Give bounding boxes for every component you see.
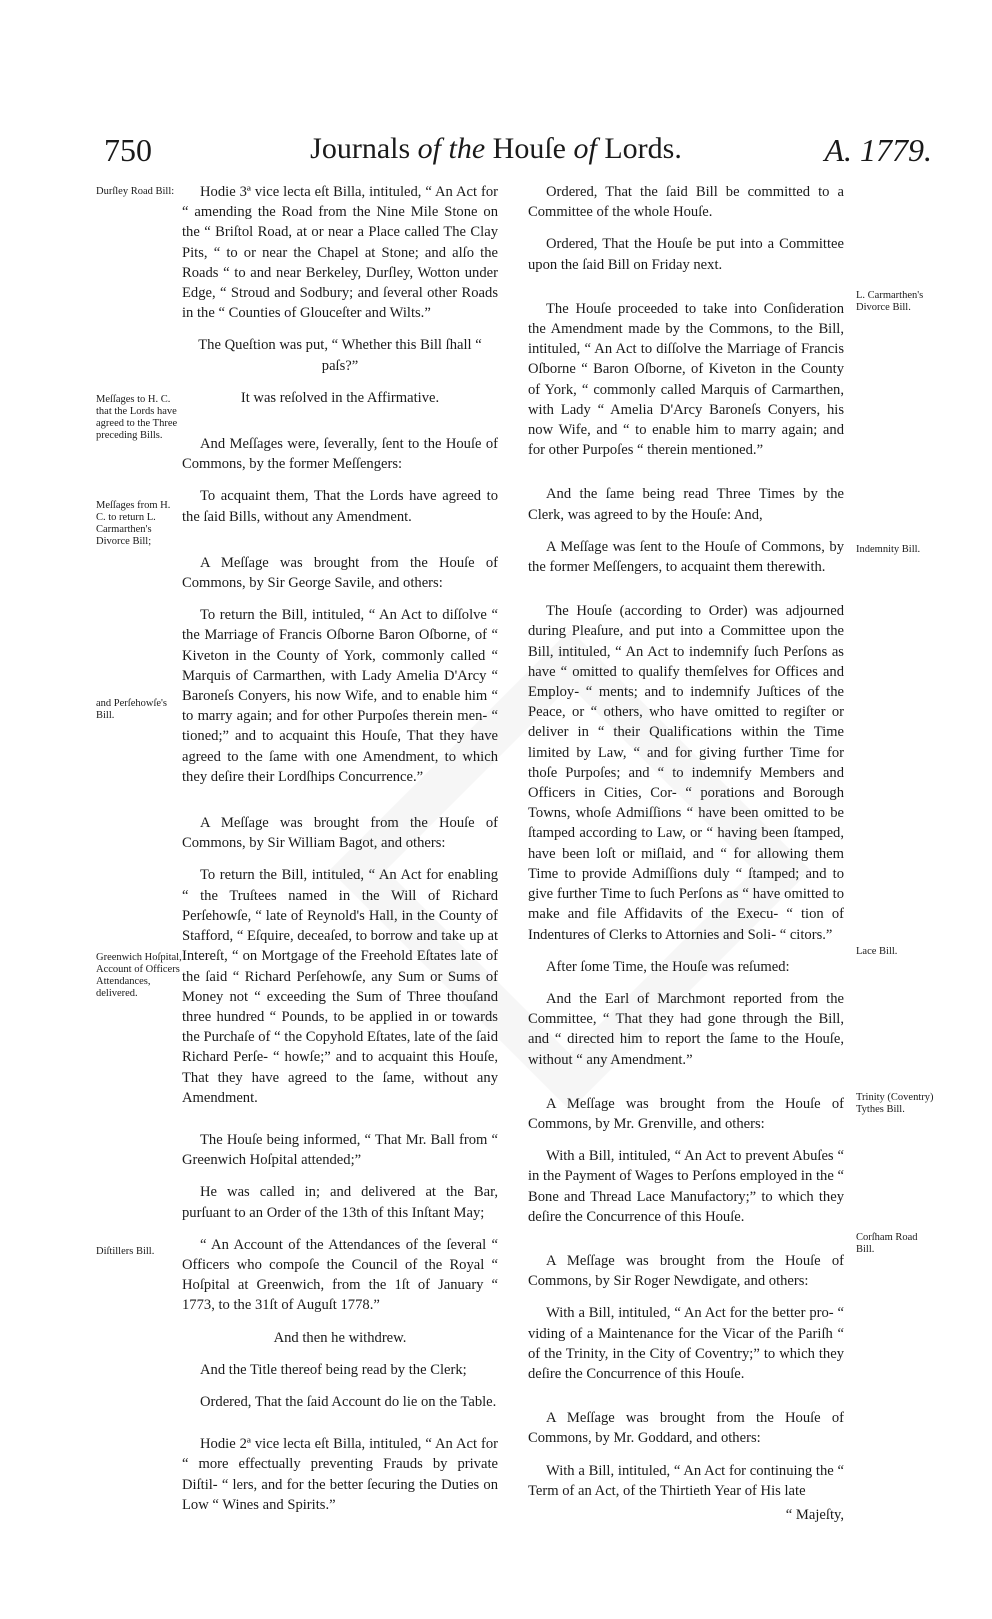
paragraph: With a Bill, intituled, “ An Act to prevent Abuſes “ in the Payment of Wages to Perſons employed in the “ Bone and Thread Lace Manufactory;” to which they deſire the Concurrence of this Houſe. — [528, 1148, 844, 1225]
right-column — [528, 182, 844, 1537]
paragraph: The Houſe (according to Order) was adjourned during Pleaſure, and put into a Committee upon the Bill, intituled, “ An Act to indemnify ſuch Perſons as have “ omitted to qualify themſelves for Offices and Employ- “ ments; and to indemnify Juſtices of the Peace, or “ others, who have omitted to regiſter or deliver in “ their Qualifications within the Time limited by Law, “ and for giving further Time for thoſe Purpoſes; and “ to indemnify Members and Officers in Cities, Cor- “ porations and Borough Towns, whoſe Admiſſions “ have been omitted to be ſtamped according to Law, or “ having been ſtamped, have been loſt or miſlaid, and “ for allowing them Time to provide Admiſſions duly “ ſtamped; and to give further Time to ſuch Perſons as “ have omitted to make and file Affidavits of the Execu- “ tion of Indentures of Clerks to Attornies and Soli- “ citors.” — [528, 603, 844, 943]
margin-note: Durſley Road Bill: — [96, 186, 175, 197]
title-part: of the — [417, 132, 486, 165]
paragraph: The Houſe being informed, “ That Mr. Ball from “ Greenwich Hoſpital attended;” — [182, 1131, 498, 1169]
margin-note: Trinity (Coventry) Tythes Bill. — [856, 1092, 934, 1115]
margin-note: Greenwich Hoſpital, Account of Officers Attendances, delivered. — [96, 952, 182, 999]
paragraph: And the Title thereof being read by the Clerk; — [200, 1361, 467, 1378]
paragraph: A Meſſage was brought from the Houſe of Commons, by Mr. Goddard, and others: — [528, 1410, 844, 1447]
paragraph: And then he withdrew. — [273, 1329, 407, 1346]
margin-note: and Perſehowſe's Bill. — [96, 698, 167, 721]
paragraph: A Meſſage was ſent to the Houſe of Commons, by the former Meſſengers, to acquaint them therewith. — [528, 538, 844, 576]
paragraph: A Meſſage was brought from the Houſe of Commons, by Sir William Bagot, and others: — [182, 815, 498, 852]
paragraph: To return the Bill, intituled, “ An Act to diſſolve “ the Marriage of Francis Oſborne Baron Oſborne, of “ Kiveton in the County of York, commonly called “ Marquis of Carmarthen, with Lady Amelia D'Arcy “ Baroneſs Conyers, his now Wife, and to enable him “ to marry again; and for other Purpoſes therein men- “ tioned;” and to acquaint this Houſe, That they have agreed to the ſame with one Amendment, to which they deſire their Lordſhips Concurrence.” — [182, 607, 498, 785]
paragraph: The Houſe proceeded to take into Conſideration the Amendment made by the Commons, to the Bill, intituled, “ An Act to diſſolve the Marriage of Francis Oſborne “ Baron Oſborne, of Kiveton in the County of York, “ commonly called Marquis of Carmarthen, with Lady “ Amelia D'Arcy Baroneſs Conyers, his now Wife, and “ to enable him to marry again; and for other Purpoſes “ therein mentioned.” — [528, 300, 844, 459]
paragraph: “ An Account of the Attendances of the ſeveral “ Officers who compoſe the Council of the Royal “ Hoſpital at Greenwich, from the 1ſt of January “ 1773, to the 31ſt of Auguſt 1778.” — [182, 1236, 498, 1314]
paragraph: And the ſame being read Three Times by the Clerk, was agreed to by the Houſe: And, — [528, 486, 844, 523]
title-part: Houſe — [485, 132, 574, 165]
paragraph: It was reſolved in the Affirmative. — [240, 389, 440, 406]
margin-note: Meſſages to H. C. that the Lords have agreed to the Three preceding Bills. — [96, 394, 178, 441]
paragraph: With a Bill, intituled, “ An Act for the better pro- “ viding of a Maintenance for the Vicar of the Pariſh “ of the Trinity, in the City of Coventry;” to which they deſire the Concurrence of this Houſe. — [528, 1305, 844, 1382]
page-number: 750 — [104, 132, 152, 168]
paragraph: Ordered, That the ſaid Account do lie on the Table. — [200, 1393, 497, 1410]
paragraph: A Meſſage was brought from the Houſe of Commons, by Sir George Savile, and others: — [182, 554, 498, 592]
paragraph: The Queſtion was put, “ Whether this Bill ſhall “ paſs?” — [198, 337, 482, 374]
paragraph: And Meſſages were, ſeverally, ſent to the Houſe of Commons, by the former Meſſengers: — [182, 436, 498, 473]
margin-note: Meſſages from H. C. to return L. Carmarthen's Divorce Bill; — [96, 500, 171, 547]
paragraph: After ſome Time, the Houſe was reſumed: — [546, 958, 790, 975]
title-part: Journals — [310, 132, 418, 165]
paragraph: To return the Bill, intituled, “ An Act for enabling “ the Truſtees named in the Will of Richard Perſehowſe, “ late of Reynold's Hall, in the County of Stafford, “ Eſquire, deceaſed, to borrow and take up at Intereſt, “ on Mortgage of the Freehold Eſtates late of the ſaid “ Richard Perſehowſe, any Sum or Sums of Money not “ exceeding the Sum of Three thouſand three hundred “ Pounds, to be applied in or towards the Purchaſe of “ the Copyhold Eſtates, late of the ſaid Richard Perſe- “ howſe;” and to acquaint this Houſe, That they have agreed to the ſame, without any Amendment. — [182, 867, 498, 1106]
margin-note: Diſtillers Bill. — [96, 1246, 155, 1257]
title-part: of — [573, 132, 597, 165]
margin-note: Indemnity Bill. — [856, 544, 921, 555]
catchword: “ Majeſty, — [785, 1506, 844, 1523]
margin-note: L. Carmarthen's Divorce Bill. — [856, 290, 924, 313]
paragraph: A Meſſage was brought from the Houſe of Commons, by Mr. Grenville, and others: — [528, 1095, 844, 1132]
paragraph: Ordered, That the Houſe be put into a Committee upon the ſaid Bill on Friday next. — [528, 236, 844, 273]
year: A. 1779. — [824, 132, 932, 168]
paragraph: With a Bill, intituled, “ An Act for continuing the “ Term of an Act, of the Thirtieth Year of His late — [528, 1462, 844, 1499]
running-header — [0, 132, 992, 174]
paragraph: To acquaint them, That the Lords have agreed to the ſaid Bills, without any Amendment. — [182, 488, 498, 525]
left-column — [182, 182, 498, 1527]
paragraph: Ordered, That the ſaid Bill be committed to a Committee of the whole Houſe. — [528, 184, 844, 221]
title-part: Lords. — [596, 132, 682, 165]
paragraph: Hodie 3ª vice lecta eſt Billa, intituled, “ An Act for “ amending the Road from the Nine Mile Stone on the “ Briſtol Road, at or near a Place called The Clay Pits, “ to or near the Chapel at Stone; and alſo the Roads “ to and near Berkeley, Durſley, Wotton under Edge, “ Stroud and Sodbury; and ſeveral other Roads in the “ Counties of Glouceſter and Wilts.” — [182, 184, 498, 322]
margin-note: Lace Bill. — [856, 946, 898, 957]
paragraph: Hodie 2ª vice lecta eſt Billa, intituled, “ An Act for “ more effectually preventing Frauds by private Diſtil- “ lers, and for the better ſecuring the Duties on Low “ Wines and Spirits.” — [182, 1436, 498, 1513]
margin-note: Corſham Road Bill. — [856, 1232, 918, 1255]
paragraph: He was called in; and delivered at the Bar, purſuant to an Order of the 13th of this Inſtant May; — [182, 1184, 498, 1221]
paragraph: And the Earl of Marchmont reported from the Committee, “ That they had gone through the Bill, and “ directed him to report the ſame to the Houſe, without “ any Amendment.” — [528, 990, 844, 1068]
paragraph: A Meſſage was brought from the Houſe of Commons, by Sir Roger Newdigate, and others: — [528, 1252, 844, 1290]
